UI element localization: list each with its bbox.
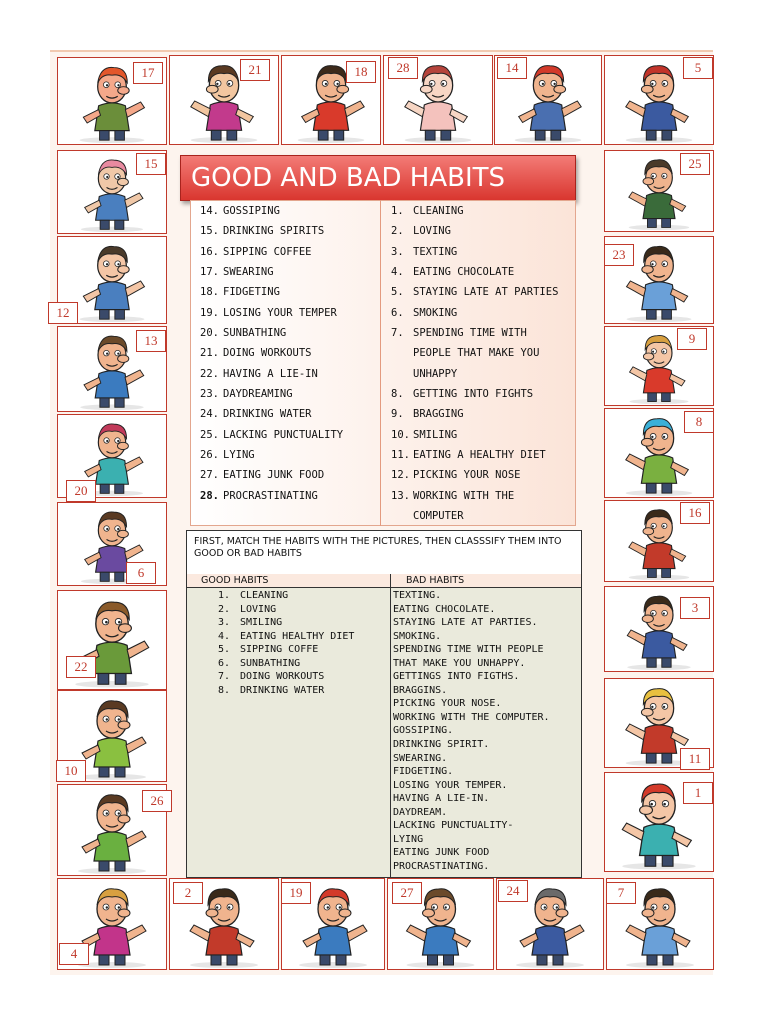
bad-habit-item: SPENDING TIME WITH PEOPLE bbox=[393, 644, 544, 656]
bad-habit-item: GOSSIPING. bbox=[393, 725, 454, 737]
good-habit-number: 4. bbox=[218, 630, 231, 642]
bad-habit-item: LACKING PUNCTUALITY- bbox=[393, 820, 514, 832]
good-habit-number: 3. bbox=[218, 617, 231, 629]
habit-text: SUNBATHING bbox=[223, 327, 287, 340]
habit-text: GETTING INTO FIGHTS bbox=[413, 388, 534, 401]
habit-item bbox=[391, 384, 558, 404]
good-habit-number: 6. bbox=[218, 657, 231, 669]
good-habit-text: EATING HEALTHY DIET bbox=[240, 630, 355, 642]
habit-text: FIDGETING bbox=[223, 286, 280, 299]
classification-table-header bbox=[187, 574, 581, 588]
habit-text: PICKING YOUR NOSE bbox=[413, 469, 521, 482]
habit-number bbox=[391, 364, 413, 384]
habit-item bbox=[200, 425, 343, 445]
habit-number: 15. bbox=[200, 225, 219, 238]
picture-number-label: 23 bbox=[604, 244, 634, 266]
habit-item bbox=[391, 343, 558, 363]
habit-text: BRAGGING bbox=[413, 408, 464, 421]
good-habit-item bbox=[218, 603, 354, 617]
bad-habit-item: EATING CHOCOLATE. bbox=[393, 603, 496, 615]
habit-item bbox=[200, 384, 343, 404]
instructions-text: FIRST, MATCH THE HABITS WITH THE PICTURES, THEN CLASSSIFY THEM INTO GOOD OR BAD HABITS bbox=[194, 536, 562, 559]
bad-habits-header: BAD HABITS bbox=[406, 575, 465, 586]
picture-number-label: 5 bbox=[683, 57, 713, 79]
habit-item bbox=[391, 201, 558, 221]
picture-number-label: 10 bbox=[56, 760, 86, 782]
picture-number-label: 22 bbox=[66, 656, 96, 678]
picture-number-label: 12 bbox=[48, 302, 78, 324]
good-habits-list bbox=[218, 589, 354, 697]
picture-number-label: 17 bbox=[133, 62, 163, 84]
good-habit-item bbox=[218, 670, 354, 684]
picture-number-label: 4 bbox=[59, 943, 89, 965]
habit-text: STAYING LATE AT PARTIES bbox=[413, 286, 559, 299]
good-habit-text: DRINKING WATER bbox=[240, 684, 325, 696]
habit-number: 25. bbox=[200, 428, 219, 441]
habit-text: DAYDREAMING bbox=[223, 388, 293, 401]
habit-number: 12. bbox=[391, 469, 410, 482]
picture-number-label: 15 bbox=[136, 153, 166, 175]
habit-text: LACKING PUNCTUALITY bbox=[223, 428, 344, 441]
habit-item bbox=[391, 303, 558, 323]
habit-text: SWEARING bbox=[223, 266, 274, 279]
bad-habit-item: GETTINGS INTO FIGTHS. bbox=[393, 671, 520, 683]
picture-number-label: 2 bbox=[173, 882, 203, 904]
habit-text: SMOKING bbox=[413, 306, 458, 319]
habit-number: 27. bbox=[200, 469, 219, 482]
habit-number: 16. bbox=[200, 245, 219, 258]
habit-text: PEOPLE THAT MAKE YOU bbox=[413, 347, 540, 360]
good-habit-item bbox=[218, 616, 354, 630]
bad-habit-item: SWEARING. bbox=[393, 752, 448, 764]
habit-number: 6. bbox=[391, 306, 404, 319]
good-habits-header: GOOD HABITS bbox=[201, 575, 269, 586]
bad-habit-item: SMOKING. bbox=[393, 630, 442, 642]
habits-list-right bbox=[391, 201, 558, 527]
habit-item bbox=[391, 465, 558, 485]
habit-item bbox=[200, 242, 343, 262]
habit-text: GOSSIPING bbox=[223, 205, 280, 217]
habit-number: 7. bbox=[391, 327, 404, 340]
picture-number-label: 16 bbox=[680, 502, 710, 524]
habit-text: LYING bbox=[223, 449, 255, 462]
habit-item bbox=[200, 303, 343, 323]
bad-habit-item: STAYING LATE AT PARTIES. bbox=[393, 617, 538, 629]
habit-text: EATING JUNK FOOD bbox=[223, 469, 325, 482]
bad-habit-item: LOSING YOUR TEMPER. bbox=[393, 779, 508, 791]
good-habit-item bbox=[218, 684, 354, 698]
habit-number: 14. bbox=[200, 205, 219, 217]
good-habit-item bbox=[218, 643, 354, 657]
habit-item bbox=[391, 404, 558, 424]
habit-number: 20. bbox=[200, 327, 219, 340]
bad-habit-item: PROCRASTINATING. bbox=[393, 860, 490, 872]
habit-number bbox=[391, 506, 413, 526]
habit-item bbox=[200, 465, 343, 485]
habit-item bbox=[200, 262, 343, 282]
good-habit-text: DOING WORKOUTS bbox=[240, 671, 325, 683]
picture-number-label: 19 bbox=[281, 882, 311, 904]
good-habit-item bbox=[218, 589, 354, 603]
good-habit-text: SUNBATHING bbox=[240, 657, 301, 669]
habit-number: 23. bbox=[200, 388, 219, 401]
habit-text: EATING CHOCOLATE bbox=[413, 266, 515, 279]
habit-number: 26. bbox=[200, 449, 219, 462]
habit-number: 21. bbox=[200, 347, 219, 360]
habit-item bbox=[391, 242, 558, 262]
picture-number-label: 7 bbox=[606, 882, 636, 904]
habit-number: 17. bbox=[200, 266, 219, 279]
habit-item bbox=[200, 282, 343, 302]
good-habit-number: 1. bbox=[218, 590, 231, 601]
good-habit-number: 2. bbox=[218, 603, 231, 615]
picture-number-label: 21 bbox=[240, 59, 270, 81]
picture-number-label: 28 bbox=[388, 57, 418, 79]
habit-text: UNHAPPY bbox=[413, 367, 458, 380]
habit-number: 1. bbox=[391, 205, 404, 217]
picture-number-label: 20 bbox=[66, 480, 96, 502]
bad-habit-item: DAYDREAM. bbox=[393, 806, 448, 818]
habit-text: DRINKING SPIRITS bbox=[223, 225, 325, 238]
habit-text: LOSING YOUR TEMPER bbox=[223, 306, 337, 319]
habit-text: WORKING WITH THE bbox=[413, 489, 515, 502]
habit-text: HAVING A LIE-IN bbox=[223, 367, 318, 380]
bad-habit-item: HAVING A LIE-IN. bbox=[393, 793, 490, 805]
bad-habit-item: FIDGETING. bbox=[393, 766, 454, 778]
habit-item bbox=[200, 323, 343, 343]
habit-number: 22. bbox=[200, 367, 219, 380]
habit-number: 5. bbox=[391, 286, 404, 299]
habit-item bbox=[391, 486, 558, 506]
habit-number: 9. bbox=[391, 408, 404, 421]
habit-text: LOVING bbox=[413, 225, 451, 238]
habit-text: COMPUTER bbox=[413, 510, 464, 523]
habit-item bbox=[200, 445, 343, 465]
table-column-divider bbox=[390, 574, 391, 877]
habit-number: 8. bbox=[391, 388, 404, 401]
habit-text: CLEANING bbox=[413, 205, 464, 217]
picture-number-label: 24 bbox=[498, 880, 528, 902]
picture-number-label: 13 bbox=[136, 330, 166, 352]
bad-habit-item: DRINKING SPIRIT. bbox=[393, 739, 490, 751]
picture-number-label: 6 bbox=[126, 562, 156, 584]
habit-number: 28. bbox=[200, 489, 219, 502]
bad-habit-item: THAT MAKE YOU UNHAPPY. bbox=[393, 657, 526, 669]
picture-number-label: 27 bbox=[392, 882, 422, 904]
picture-number-label: 14 bbox=[497, 57, 527, 79]
bad-habit-item: BRAGGINS. bbox=[393, 684, 448, 696]
habit-text: DRINKING WATER bbox=[223, 408, 312, 421]
picture-number-label: 18 bbox=[346, 61, 376, 83]
habit-item bbox=[200, 343, 343, 363]
habit-text: SMILING bbox=[413, 428, 458, 441]
habit-text: SIPPING COFFEE bbox=[223, 245, 312, 258]
picture-number-label: 3 bbox=[680, 597, 710, 619]
habit-number bbox=[391, 343, 413, 363]
picture-number-label: 25 bbox=[680, 153, 710, 175]
habit-number: 13. bbox=[391, 489, 410, 502]
picture-number-label: 1 bbox=[683, 782, 713, 804]
habit-item bbox=[391, 282, 558, 302]
bad-habits-list bbox=[393, 589, 550, 873]
habit-text: SPENDING TIME WITH bbox=[413, 327, 527, 340]
bad-habit-item: WORKING WITH THE COMPUTER. bbox=[393, 711, 550, 723]
habit-item bbox=[391, 445, 558, 465]
habit-number: 4. bbox=[391, 266, 404, 279]
habit-item bbox=[200, 221, 343, 241]
habit-item bbox=[391, 364, 558, 384]
habit-item bbox=[391, 506, 558, 526]
habit-item bbox=[391, 221, 558, 241]
habit-number: 3. bbox=[391, 245, 404, 258]
habit-text: DOING WORKOUTS bbox=[223, 347, 312, 360]
habits-list-left bbox=[200, 201, 343, 506]
habit-item bbox=[200, 486, 343, 506]
bad-habit-item: TEXTING. bbox=[393, 590, 442, 601]
bad-habit-item: PICKING YOUR NOSE. bbox=[393, 698, 502, 710]
good-habit-text: SIPPING COFFE bbox=[240, 644, 319, 656]
habit-item bbox=[391, 262, 558, 282]
habit-text: EATING A HEALTHY DIET bbox=[413, 449, 546, 462]
habit-number: 24. bbox=[200, 408, 219, 421]
good-habit-number: 7. bbox=[218, 671, 231, 683]
habits-column-divider bbox=[380, 200, 381, 526]
picture-number-label: 26 bbox=[142, 790, 172, 812]
good-habit-text: CLEANING bbox=[240, 590, 289, 601]
habit-item bbox=[200, 404, 343, 424]
habit-item bbox=[200, 201, 343, 221]
habit-text: PROCRASTINATING bbox=[223, 489, 318, 502]
habit-item bbox=[391, 425, 558, 445]
good-habit-item bbox=[218, 630, 354, 644]
picture-number-label: 11 bbox=[680, 748, 710, 770]
good-habit-text: LOVING bbox=[240, 603, 277, 615]
worksheet-title bbox=[180, 155, 576, 201]
habit-number: 19. bbox=[200, 306, 219, 319]
good-habit-number: 8. bbox=[218, 684, 231, 696]
bad-habit-item: EATING JUNK FOOD bbox=[393, 847, 490, 859]
good-habit-text: SMILING bbox=[240, 617, 283, 629]
habit-number: 10. bbox=[391, 428, 410, 441]
bad-habit-item: LYING bbox=[393, 833, 424, 845]
habit-number: 18. bbox=[200, 286, 219, 299]
habit-number: 2. bbox=[391, 225, 404, 238]
picture-number-label: 9 bbox=[677, 328, 707, 350]
picture-number-label: 8 bbox=[684, 411, 714, 433]
good-habit-number: 5. bbox=[218, 644, 231, 656]
habit-item bbox=[391, 323, 558, 343]
good-habit-item bbox=[218, 657, 354, 671]
habit-text: TEXTING bbox=[413, 245, 458, 258]
habit-number: 11. bbox=[391, 449, 410, 462]
habit-item bbox=[200, 364, 343, 384]
title-text: GOOD AND BAD HABITS bbox=[191, 163, 506, 193]
